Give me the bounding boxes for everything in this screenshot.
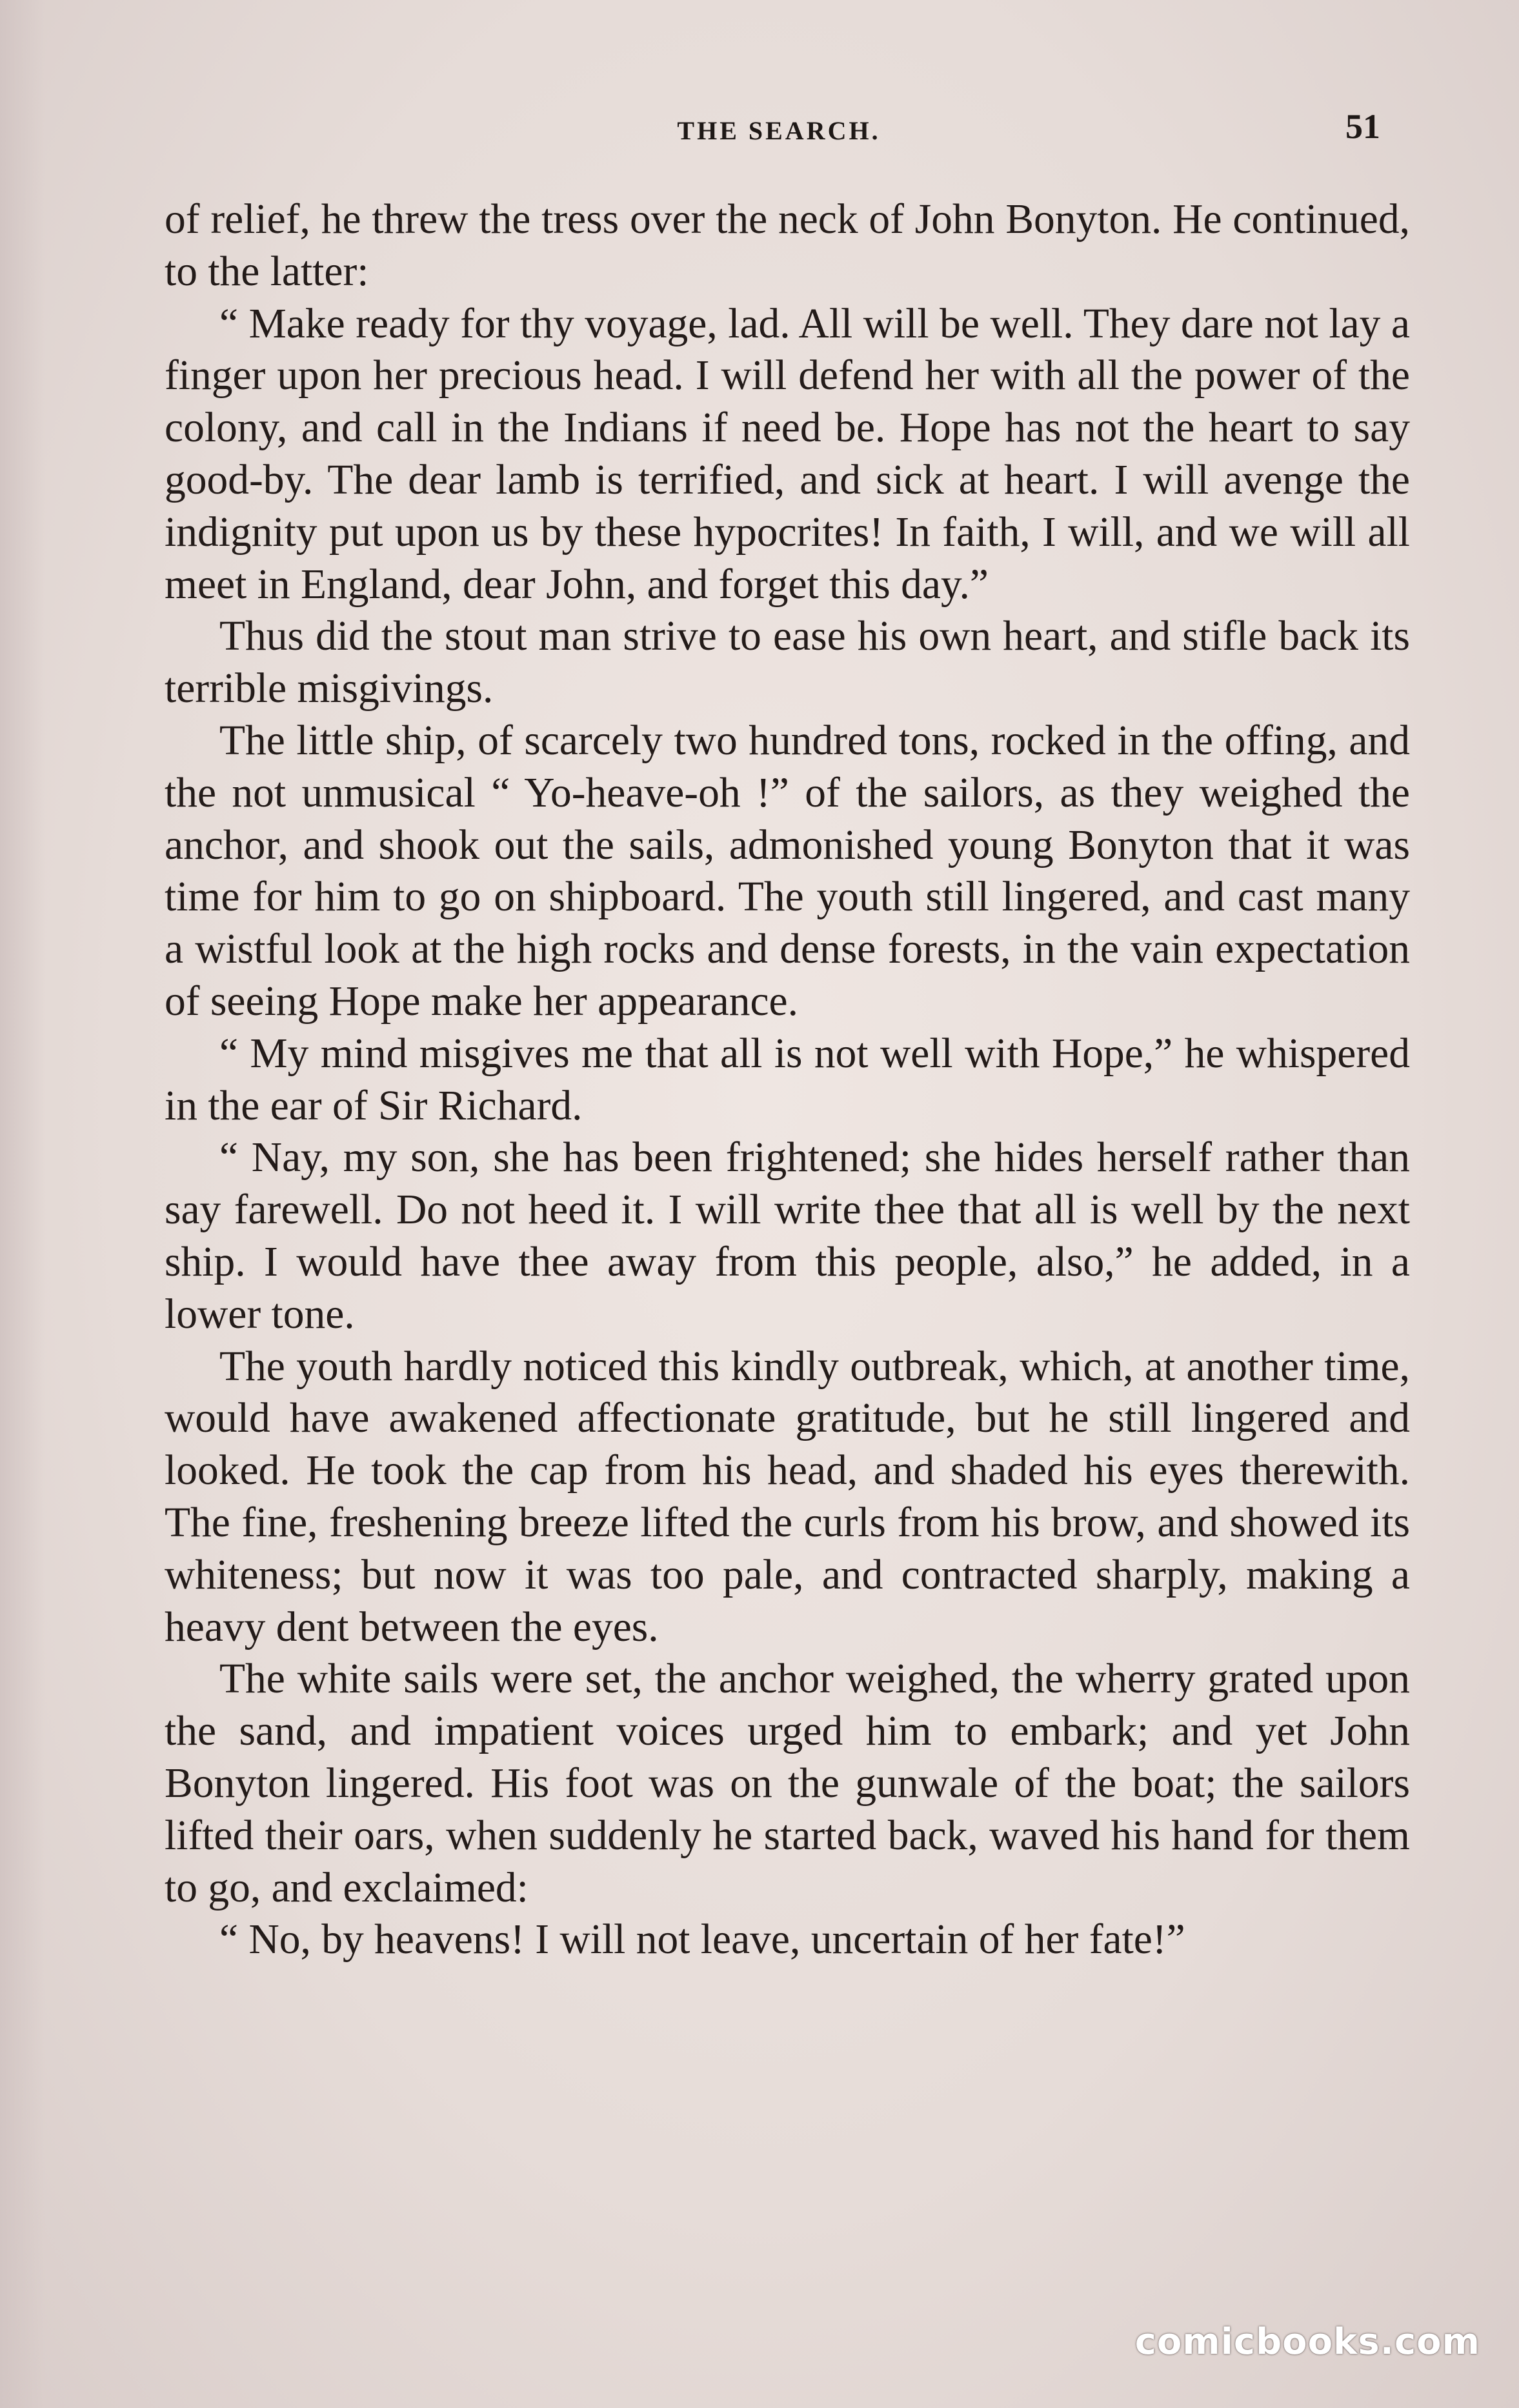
- page-number: 51: [1345, 107, 1380, 146]
- paragraph: “ My mind misgives me that all is not well with Hope,” he whispered in the ear of Sir Richard.: [165, 1030, 1410, 1129]
- body-text: [165, 194, 1410, 1966]
- paragraph: “ Make ready for thy voyage, lad. All will be well. They dare not lay a finger upon her precious head. I will defend her with all the power of the colony, and call in the Indians if need be. Hope has not the heart to say good-by. The dear lamb is terrified, and sick at heart. I will avenge the indignity put upon us by these hypocrites! In faith, I will, and we will all meet in England, dear John, and forget this day.”: [165, 300, 1410, 608]
- page-header: [168, 106, 1390, 152]
- paragraph: Thus did the stout man strive to ease his own heart, and stifle back its terrible misgivings.: [165, 613, 1410, 712]
- paragraph: of relief, he threw the tress over the neck of John Bonyton. He continued, to the latter:: [165, 196, 1410, 295]
- running-head: THE SEARCH.: [677, 116, 881, 145]
- paragraph: The youth hardly noticed this kindly outbreak, which, at another time, would have awakened affectionate gratitude, but he still lingered and looked. He took the cap from his head, and shaded his eyes therewith. The fine, freshening breeze lifted the curls from his brow, and showed its whiteness; but now it was too pale, and contracted sharply, making a heavy dent between the eyes.: [165, 1343, 1410, 1650]
- paragraph: “ No, by heavens! I will not leave, uncertain of her fate!”: [219, 1916, 1185, 1963]
- watermark: comicbooks.com: [1134, 2321, 1480, 2363]
- paragraph: The little ship, of scarcely two hundred tons, rocked in the offing, and the not unmusical “ Yo-heave-oh !” of the sailors, as they weighed the anchor, and shook out the sails, admonished young Bonyton that it was time for him to go on shipboard. The youth still lingered, and cast many a wistful look at the high rocks and dense forests, in the vain expectation of seeing Hope make her appearance.: [165, 717, 1410, 1025]
- paragraph: “ Nay, my son, she has been frightened; she hides herself rather than say farewell. Do not heed it. I will write thee that all is well by the next ship. I would have thee away from this people, also,” he added, in a lower tone.: [165, 1134, 1410, 1338]
- paragraph: The white sails were set, the anchor weighed, the wherry grated upon the sand, and impatient voices urged him to embark; and yet John Bonyton lingered. His foot was on the gunwale of the boat; the sailors lifted their oars, when suddenly he started back, waved his hand for them to go, and exclaimed:: [165, 1656, 1410, 1911]
